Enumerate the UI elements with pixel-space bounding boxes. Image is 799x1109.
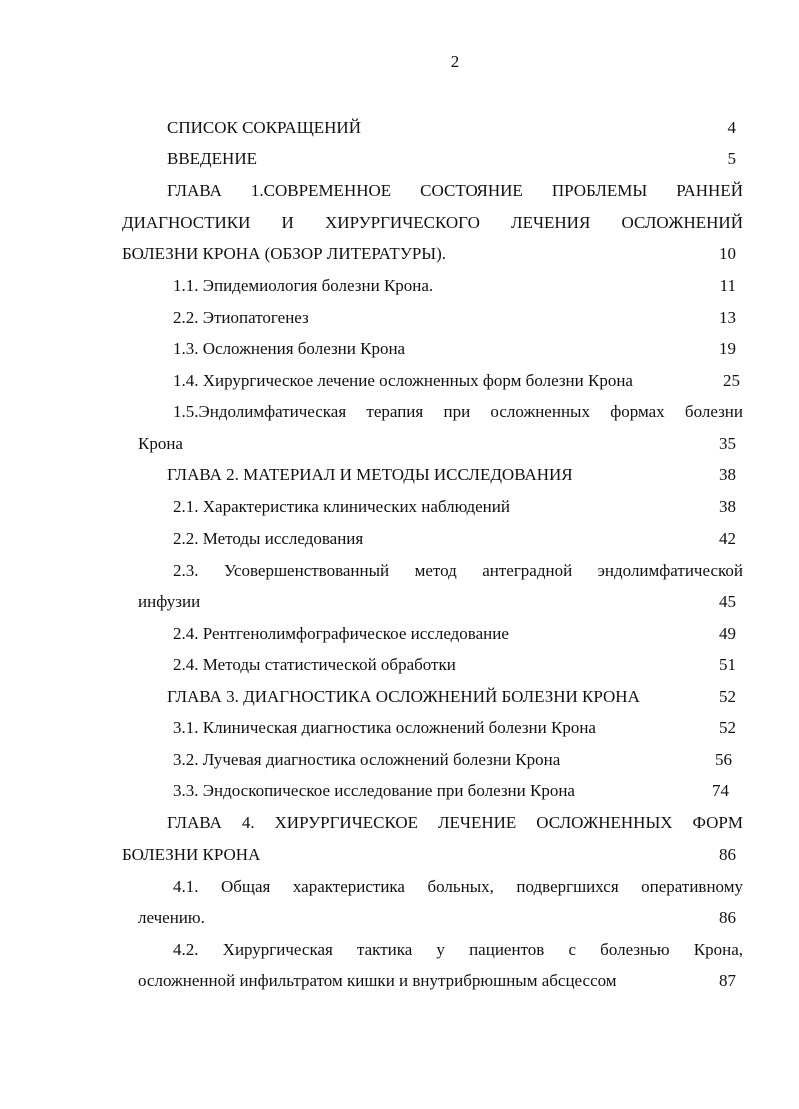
- toc-entry-section-3-3: 3.3. Эндоскопическое исследование при болезни Крона: [173, 781, 575, 800]
- toc-entry-section-4-2-line-2: осложненной инфильтратом кишки и внутрибрюшным абсцессом: [138, 971, 617, 990]
- toc-entry-section-4-2-line-1: 4.2. Хирургическая тактика у пациентов с болезнью Крона,: [173, 940, 743, 959]
- toc-entry-section-1-1: 1.1. Эпидемиология болезни Крона.: [173, 276, 434, 295]
- toc-entry-section-4-1-line-2: лечению.: [138, 908, 205, 927]
- toc-page-introduction: 5: [727, 149, 736, 168]
- toc-entry-section-2-4: 2.4. Рентгенолимфографическое исследование: [173, 624, 509, 643]
- toc-page-section-2-3: 45: [719, 592, 736, 611]
- toc-entry-chapter-3: ГЛАВА 3. ДИАГНОСТИКА ОСЛОЖНЕНИЙ БОЛЕЗНИ КРОНА: [167, 687, 640, 706]
- toc-page-abbreviations: 4: [727, 118, 736, 137]
- toc-page-section-3-2: 56: [715, 750, 732, 769]
- toc-entry-abbreviations: СПИСОК СОКРАЩЕНИЙ: [167, 118, 361, 137]
- toc-entry-chapter-4-line-1: ГЛАВА 4. ХИРУРГИЧЕСКОЕ ЛЕЧЕНИЕ ОСЛОЖНЕННЫХ ФОРМ: [167, 813, 743, 832]
- page-number: 2: [450, 52, 460, 71]
- toc-page-chapter-1: 10: [719, 244, 736, 263]
- toc-page-section-1-4: 25: [723, 371, 740, 390]
- toc-entry-section-2-2: 2.2. Методы исследования: [173, 529, 364, 548]
- toc-entry-section-1-4: 1.4. Хирургическое лечение осложненных форм болезни Крона: [173, 371, 633, 390]
- toc-entry-chapter-1-line-3: БОЛЕЗНИ КРОНА (ОБЗОР ЛИТЕРАТУРЫ).: [122, 244, 447, 263]
- toc-page-section-2-2: 42: [719, 529, 736, 548]
- toc-entry-section-4-1-line-1: 4.1. Общая характеристика больных, подвергшихся оперативному: [173, 877, 743, 896]
- toc-page-section-4-2: 87: [719, 971, 736, 990]
- toc-page-section-2-4: 49: [719, 624, 736, 643]
- toc-entry-section-2-1: 2.1. Характеристика клинических наблюдений: [173, 497, 510, 516]
- toc-entry-introduction: ВВЕДЕНИЕ: [167, 149, 257, 168]
- toc-entry-section-2-3-line-2: инфузии: [138, 592, 201, 611]
- toc-entry-section-2-5: 2.4. Методы статистической обработки: [173, 655, 456, 674]
- toc-page-chapter-2: 38: [719, 465, 736, 484]
- toc-entry-section-3-2: 3.2. Лучевая диагностика осложнений болезни Крона: [173, 750, 561, 769]
- toc-page-section-4-1: 86: [719, 908, 736, 927]
- toc-entry-section-1-2: 2.2. Этиопатогенез: [173, 308, 309, 327]
- toc-page-section-2-1: 38: [719, 497, 736, 516]
- toc-page-section-1-5: 35: [719, 434, 736, 453]
- toc-page-section-1-3: 19: [719, 339, 736, 358]
- toc-page-section-1-1: 11: [719, 276, 736, 295]
- toc-entry-chapter-1-line-1: ГЛАВА 1.СОВРЕМЕННОЕ СОСТОЯНИЕ ПРОБЛЕМЫ РАННЕЙ: [167, 181, 743, 200]
- toc-page-chapter-4: 86: [719, 845, 736, 864]
- toc-entry-chapter-4-line-2: БОЛЕЗНИ КРОНА: [122, 845, 261, 864]
- toc-entry-chapter-1-line-2: ДИАГНОСТИКИ И ХИРУРГИЧЕСКОГО ЛЕЧЕНИЯ ОСЛОЖНЕНИЙ: [122, 213, 743, 232]
- toc-entry-section-3-1: 3.1. Клиническая диагностика осложнений болезни Крона: [173, 718, 596, 737]
- toc-entry-section-2-3-line-1: 2.3. Усовершенствованный метод антеградной эндолимфатической: [173, 561, 743, 580]
- toc-page-section-2-5: 51: [719, 655, 736, 674]
- toc-entry-section-1-5-line-1: 1.5.Эндолимфатическая терапия при осложненных формах болезни: [173, 402, 743, 421]
- toc-page-section-3-3: 74: [712, 781, 729, 800]
- toc-entry-section-1-3: 1.3. Осложнения болезни Крона: [173, 339, 406, 358]
- toc-entry-section-1-5-line-2: Крона: [138, 434, 183, 453]
- toc-entry-chapter-2: ГЛАВА 2. МАТЕРИАЛ И МЕТОДЫ ИССЛЕДОВАНИЯ: [167, 465, 573, 484]
- toc-page-section-1-2: 13: [719, 308, 736, 327]
- toc-page-section-3-1: 52: [719, 718, 736, 737]
- toc-page-chapter-3: 52: [719, 687, 736, 706]
